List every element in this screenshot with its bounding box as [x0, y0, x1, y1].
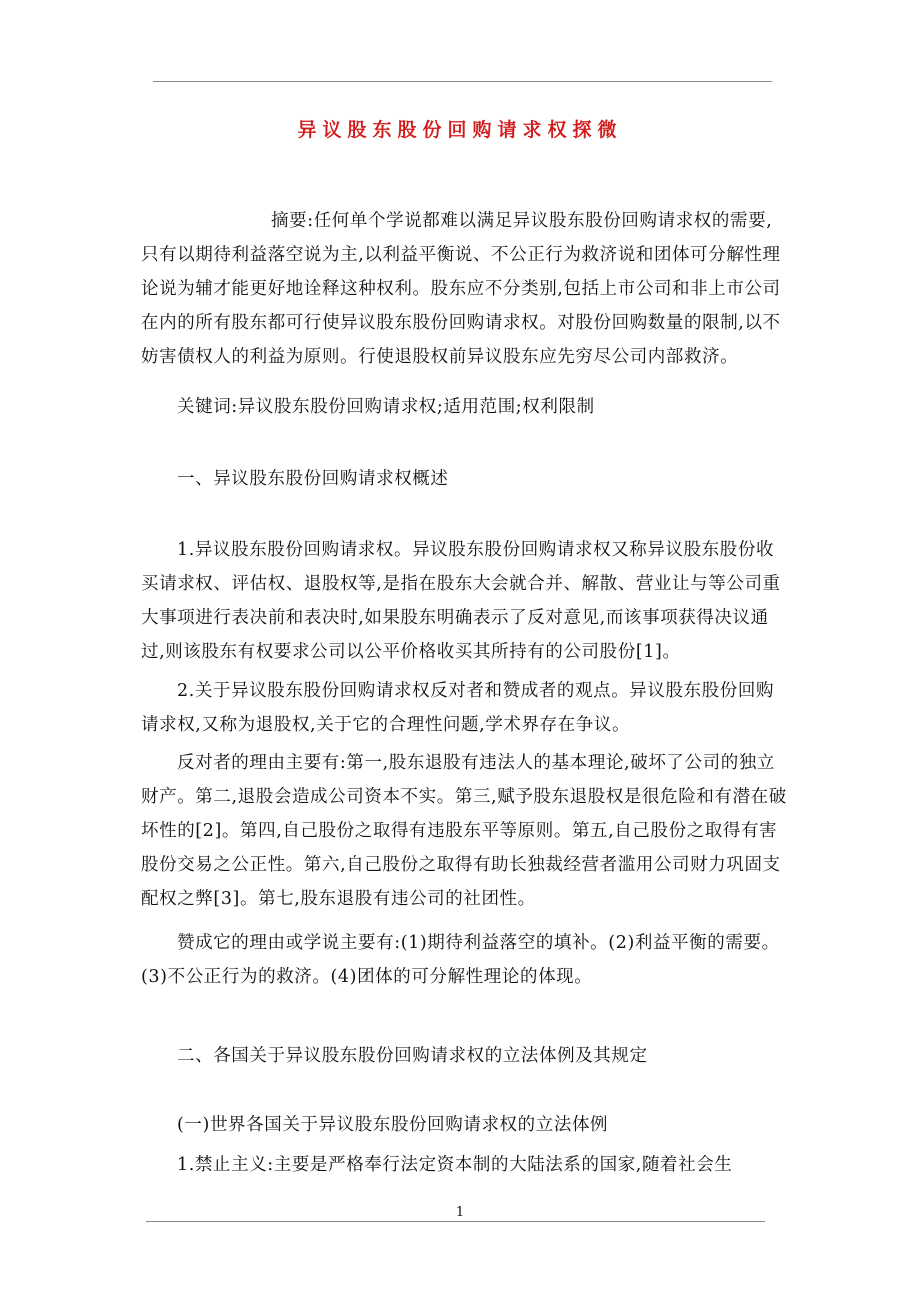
document-title: 异议股东股份回购请求权探微: [297, 119, 623, 141]
paragraph-opponents: 反对者的理由主要有:第一,股东退股有违法人的基本理论,破坏了公司的独立财产。第二,退股会造成公司资本不实。第三,赋予股东退股权是很危险和有潜在破坏性的[2]。第四,自己股份之取得有违股东平等原则。第五,自己股份之取得有害股份交易之公正性。第六,自己股份之取得有助长独裁经营者滥用公司财力巩固支配权之弊[3]。第七,股东退股有违公司的社团性。: [141, 753, 787, 909]
paragraph-supporters: 赞成它的理由或学说主要有:(1)期待利益落空的填补。(2)利益平衡的需要。(3)不公正行为的救济。(4)团体的可分解性理论的体现。: [141, 933, 780, 987]
keywords-paragraph: 关键词:异议股东股份回购请求权;适用范围;权利限制: [177, 397, 595, 417]
section-1-heading: 一、异议股东股份回购请求权概述: [177, 469, 449, 489]
paragraph-viewpoints: 2.关于异议股东股份回购请求权反对者和赞成者的观点。异议股东股份回购请求权,又称为退股权,关于它的合理性问题,学术界存在争议。: [141, 681, 775, 735]
section-2-heading: 二、各国关于异议股东股份回购请求权的立法体例及其规定: [177, 1046, 648, 1066]
paragraph-prohibition: 1.禁止主义:主要是严格奉行法定资本制的大陆法系的国家,随着社会生: [177, 1155, 733, 1175]
page-number: 1: [455, 1205, 465, 1220]
abstract-paragraph: 摘要:任何单个学说都难以满足异议股东股份回购请求权的需要,只有以期待利益落空说为主,以利益平衡说、不公正行为救济说和团体可分解性理论说为辅才能更好地诠释这种权利。股东应不分类别,包括上市公司和非上市公司在内的所有股东都可行使异议股东股份回购请求权。对股份回购数量的限制,以不妨害债权人的利益为原则。行使退股权前异议股东应先穷尽公司内部救济。: [141, 211, 781, 367]
header-rule: [153, 81, 772, 82]
footer-rule: [146, 1221, 765, 1222]
paragraph-definition: 1.异议股东股份回购请求权。异议股东股份回购请求权又称异议股东股份收买请求权、评估权、退股权等,是指在股东大会就合并、解散、营业让与等公司重大事项进行表决前和表决时,如果股东明确表示了反对意见,而该事项获得决议通过,则该股东有权要求公司以公平价格收买其所持有的公司股份[1]。: [141, 540, 781, 662]
subsection-1-heading: (一)世界各国关于异议股东股份回购请求权的立法体例: [177, 1115, 609, 1135]
